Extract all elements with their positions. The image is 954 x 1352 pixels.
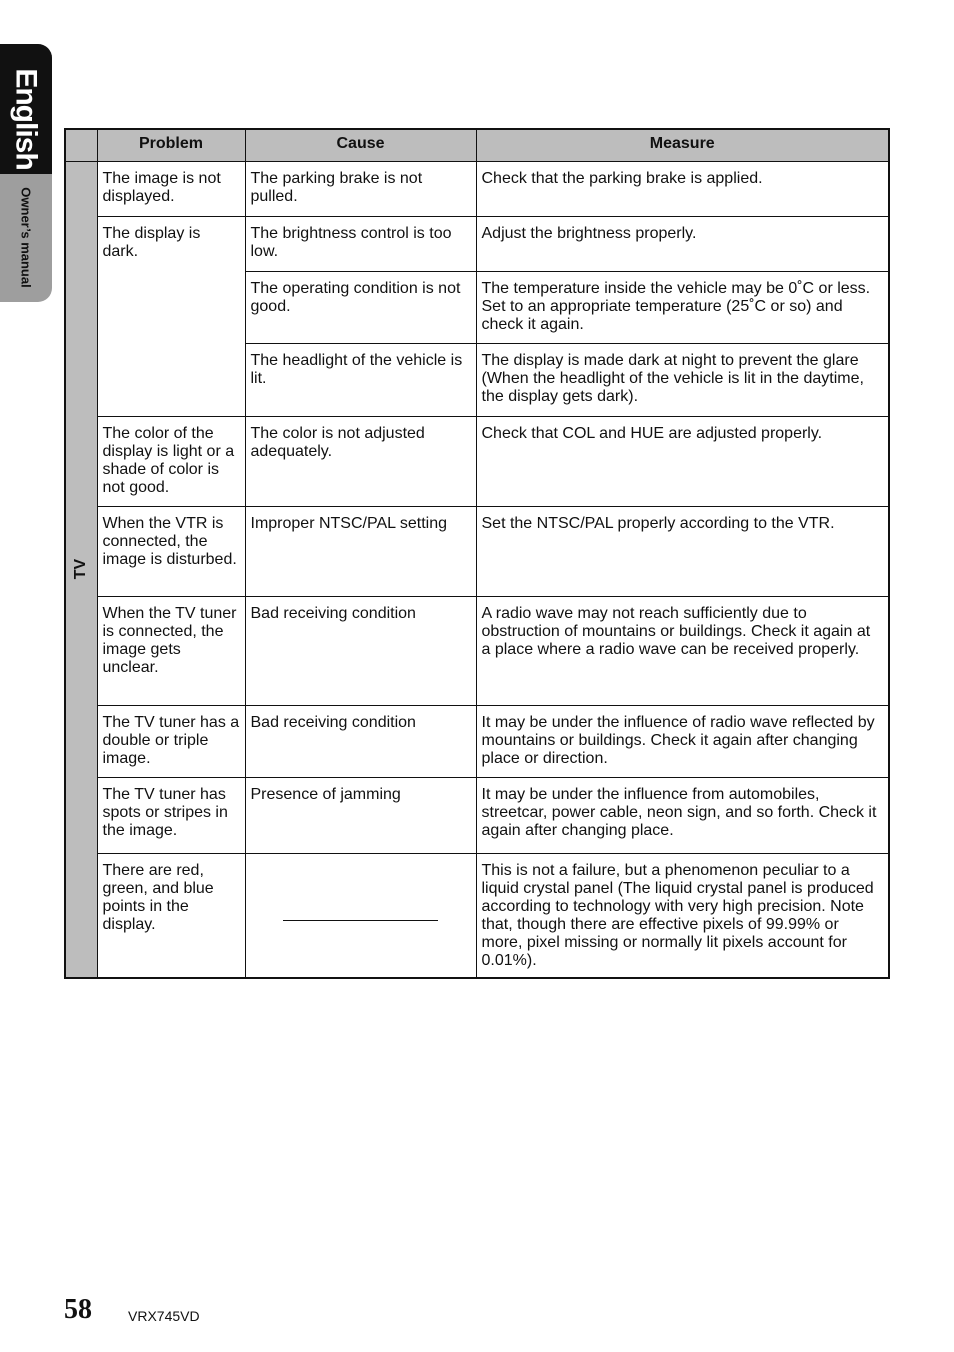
measure-cell: It may be under the influence from automobiles, streetcar, power cable, neon sign, and so forth. Check it again after changing place.	[476, 778, 889, 854]
language-side-tab	[0, 44, 52, 302]
language-label: English	[10, 68, 43, 170]
cause-cell: The color is not adjusted adequately.	[245, 417, 476, 507]
measure-cell: Set the NTSC/PAL properly according to the VTR.	[476, 507, 889, 597]
problem-cell: The color of the display is light or a shade of color is not good.	[97, 417, 245, 507]
table-row	[65, 706, 889, 778]
table-row	[65, 417, 889, 507]
manual-label: Owner’s manual	[18, 186, 34, 288]
page-number: 58	[64, 1294, 92, 1325]
measure-cell: Check that the parking brake is applied.	[476, 162, 889, 217]
table-row	[65, 854, 889, 978]
blank-line	[283, 920, 438, 921]
measure-cell: The display is made dark at night to prevent the glare (When the headlight of the vehicle is lit in the daytime, the display gets dark).	[476, 344, 889, 417]
cause-cell: Bad receiving condition	[245, 597, 476, 706]
header-problem: Problem	[97, 129, 245, 162]
table-row	[65, 778, 889, 854]
language-label-container	[6, 64, 46, 174]
problem-cell: The display is dark.	[97, 217, 245, 417]
cause-cell: The parking brake is not pulled.	[245, 162, 476, 217]
troubleshooting-table	[64, 128, 890, 979]
measure-cell: It may be under the influence of radio wave reflected by mountains or buildings. Check it again after changing place or direction.	[476, 706, 889, 778]
problem-cell: The TV tuner has spots or stripes in the image.	[97, 778, 245, 854]
header-cause: Cause	[245, 129, 476, 162]
problem-cell: The TV tuner has a double or triple image.	[97, 706, 245, 778]
cause-cell: The headlight of the vehicle is lit.	[245, 344, 476, 417]
table-row	[65, 162, 889, 217]
table-row	[65, 507, 889, 597]
category-cell	[65, 162, 97, 978]
problem-cell: When the TV tuner is connected, the image gets unclear.	[97, 597, 245, 706]
problem-cell: There are red, green, and blue points in the display.	[97, 854, 245, 978]
measure-cell: This is not a failure, but a phenomenon peculiar to a liquid crystal panel (The liquid crystal panel is produced according to technology with very high precision. Note that, though there are effective pixels of 99.99% or more, pixel missing or normally lit pixels account for 0.01%).	[476, 854, 889, 978]
measure-cell: The temperature inside the vehicle may be 0˚C or less. Set to an appropriate temperature (25˚C or so) and check it again.	[476, 272, 889, 344]
header-measure: Measure	[476, 129, 889, 162]
cause-cell: Improper NTSC/PAL setting	[245, 507, 476, 597]
model-name: VRX745VD	[128, 1308, 200, 1324]
table-row	[65, 597, 889, 706]
header-corner	[65, 129, 97, 162]
table-row	[65, 217, 889, 272]
measure-cell: Check that COL and HUE are adjusted properly.	[476, 417, 889, 507]
problem-cell: When the VTR is connected, the image is disturbed.	[97, 507, 245, 597]
measure-cell: A radio wave may not reach sufficiently due to obstruction of mountains or buildings. Check it again at a place where a radio wave can be received properly.	[476, 597, 889, 706]
measure-cell: Adjust the brightness properly.	[476, 217, 889, 272]
cause-cell: The operating condition is not good.	[245, 272, 476, 344]
cause-cell: Bad receiving condition	[245, 706, 476, 778]
category-label: TV	[72, 559, 89, 580]
cause-cell-empty	[245, 854, 476, 978]
problem-cell: The image is not displayed.	[97, 162, 245, 217]
cause-cell: Presence of jamming	[245, 778, 476, 854]
cause-cell: The brightness control is too low.	[245, 217, 476, 272]
manual-label-container	[6, 172, 46, 302]
table-header-row	[65, 129, 889, 162]
